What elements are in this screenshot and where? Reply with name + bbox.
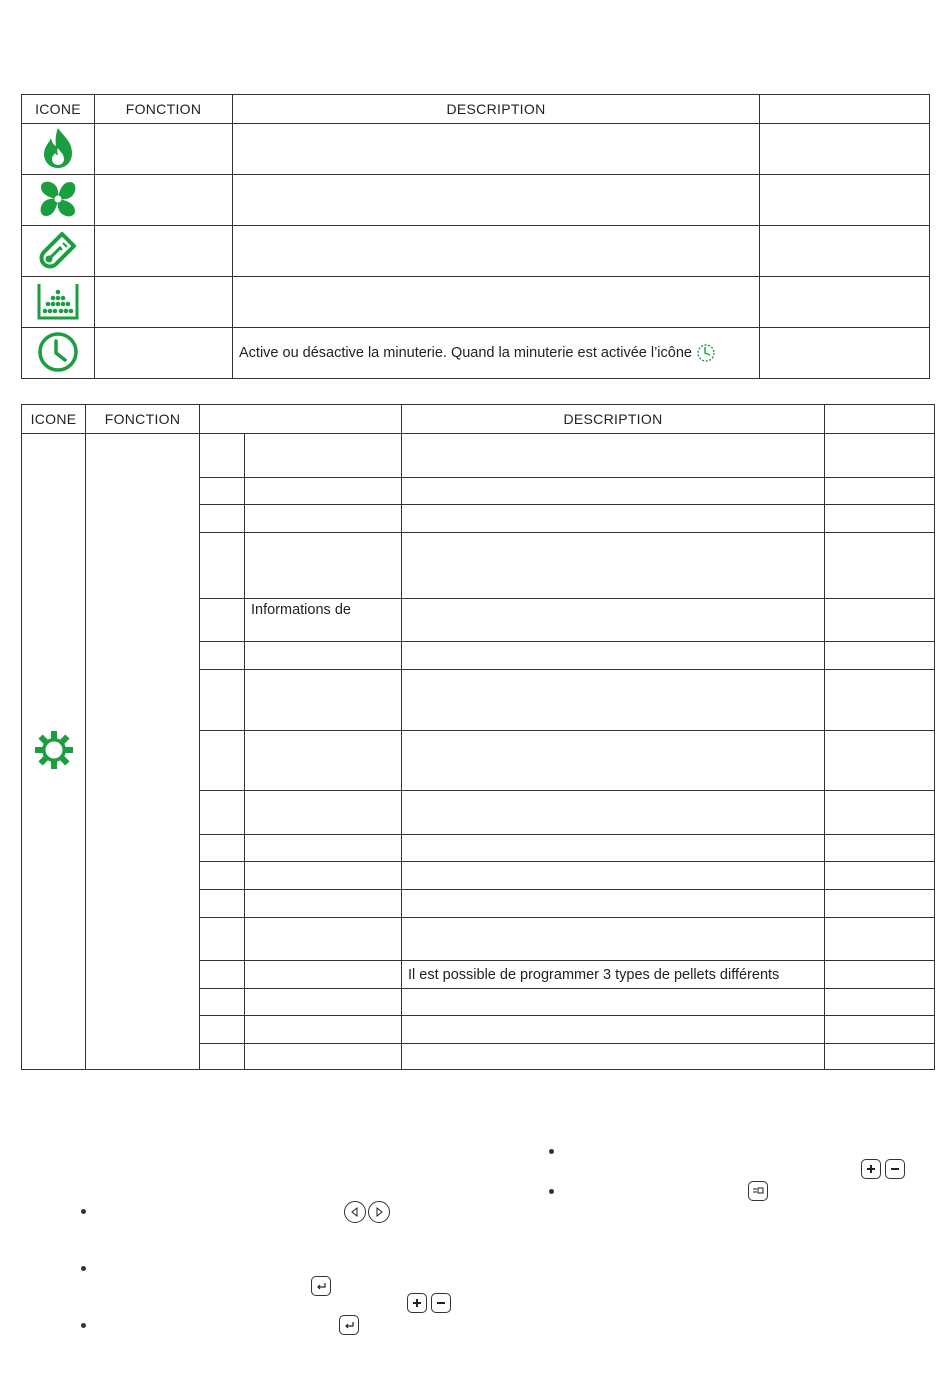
timer-description: Active ou désactive la minuterie. Quand la minuterie est activée l’icône xyxy=(239,344,692,361)
arrow-left-icon xyxy=(350,1207,360,1217)
row-description xyxy=(402,478,825,505)
extra-cell xyxy=(825,791,935,835)
row-label xyxy=(245,478,402,505)
fonction-cell xyxy=(95,277,233,328)
table-row xyxy=(22,226,930,277)
table-row xyxy=(22,328,930,379)
flame-icon xyxy=(41,127,75,169)
arrow-right-icon xyxy=(374,1207,384,1217)
table2-header-row xyxy=(22,405,935,434)
icon-cell xyxy=(22,434,86,1070)
row-number xyxy=(200,791,245,835)
row-description xyxy=(402,731,825,791)
row-number xyxy=(200,1044,245,1070)
bullet xyxy=(81,1209,86,1214)
header-fonction: FONCTION xyxy=(95,95,233,124)
description-cell xyxy=(233,277,760,328)
plus-button[interactable] xyxy=(407,1293,427,1313)
minus-icon xyxy=(890,1164,900,1174)
minus-icon xyxy=(436,1298,446,1308)
extra-cell xyxy=(825,533,935,599)
extra-cell xyxy=(825,599,935,642)
row-label xyxy=(245,434,402,478)
row-description xyxy=(402,1044,825,1070)
minus-button[interactable] xyxy=(431,1293,451,1313)
row-label xyxy=(245,642,402,670)
arrow-right-button[interactable] xyxy=(368,1201,390,1223)
extra-cell xyxy=(825,989,935,1016)
icon-cell xyxy=(22,124,95,175)
row-number xyxy=(200,434,245,478)
enter-button[interactable] xyxy=(339,1315,359,1335)
row-number xyxy=(200,478,245,505)
clock-icon xyxy=(37,331,79,373)
row-description xyxy=(402,835,825,862)
row-description xyxy=(402,890,825,918)
fonction-cell xyxy=(95,175,233,226)
description-cell xyxy=(233,124,760,175)
icon-table-1 xyxy=(21,94,930,379)
bullet xyxy=(549,1149,554,1154)
row-number xyxy=(200,1016,245,1044)
table-row xyxy=(22,124,930,175)
extra-cell xyxy=(760,277,930,328)
row-number xyxy=(200,862,245,890)
icon-cell xyxy=(22,328,95,379)
row-label xyxy=(245,731,402,791)
row-label xyxy=(245,533,402,599)
extra-cell xyxy=(825,478,935,505)
row-description xyxy=(402,642,825,670)
table1-header-row xyxy=(22,95,930,124)
extra-cell xyxy=(825,1016,935,1044)
header-extra xyxy=(825,405,935,434)
header-description: DESCRIPTION xyxy=(233,95,760,124)
row-description xyxy=(402,1016,825,1044)
description-cell xyxy=(233,175,760,226)
row-label xyxy=(245,505,402,533)
description-cell xyxy=(233,328,760,379)
bullet xyxy=(81,1266,86,1271)
row-description xyxy=(402,862,825,890)
icon-table-2 xyxy=(21,404,935,1070)
row-label xyxy=(245,835,402,862)
pellet-tank-icon xyxy=(35,280,81,322)
fan-icon xyxy=(37,178,79,220)
extra-cell xyxy=(825,862,935,890)
row-description xyxy=(402,434,825,478)
extra-cell xyxy=(825,1044,935,1070)
bullet xyxy=(81,1323,86,1328)
extra-cell xyxy=(825,918,935,961)
row-description xyxy=(402,989,825,1016)
row-description xyxy=(402,918,825,961)
enter-icon xyxy=(344,1321,354,1329)
row-number xyxy=(200,918,245,961)
row-number xyxy=(200,505,245,533)
extra-cell xyxy=(825,505,935,533)
header-sub xyxy=(200,405,402,434)
bullet xyxy=(549,1189,554,1194)
description-cell xyxy=(233,226,760,277)
extra-cell xyxy=(760,328,930,379)
enter-button[interactable] xyxy=(311,1276,331,1296)
extra-cell xyxy=(825,835,935,862)
header-fonction: FONCTION xyxy=(86,405,200,434)
menu-icon xyxy=(752,1187,764,1195)
row-label xyxy=(245,989,402,1016)
icon-cell xyxy=(22,226,95,277)
gear-icon xyxy=(34,730,74,770)
timer-dotted-icon xyxy=(696,343,716,363)
row-label xyxy=(245,791,402,835)
row-label xyxy=(245,890,402,918)
row-label xyxy=(245,862,402,890)
row-label: Informations de xyxy=(245,599,402,642)
minus-button[interactable] xyxy=(885,1159,905,1179)
row-label xyxy=(245,961,402,989)
arrow-left-button[interactable] xyxy=(344,1201,366,1223)
extra-cell xyxy=(825,961,935,989)
row-number xyxy=(200,670,245,731)
extra-cell xyxy=(825,890,935,918)
row-description xyxy=(402,670,825,731)
row-description: Il est possible de programmer 3 types de pellets différents xyxy=(402,961,825,989)
fonction-cell xyxy=(95,124,233,175)
header-icone: ICONE xyxy=(22,95,95,124)
row-number xyxy=(200,599,245,642)
extra-cell xyxy=(825,670,935,731)
row-description xyxy=(402,505,825,533)
row-number xyxy=(200,731,245,791)
fonction-cell xyxy=(95,328,233,379)
header-description: DESCRIPTION xyxy=(402,405,825,434)
fonction-cell xyxy=(95,226,233,277)
extra-cell xyxy=(760,124,930,175)
extra-cell xyxy=(825,642,935,670)
row-description xyxy=(402,533,825,599)
plus-button[interactable] xyxy=(861,1159,881,1179)
extra-cell xyxy=(760,175,930,226)
row-number xyxy=(200,890,245,918)
extra-cell xyxy=(825,731,935,791)
plus-icon xyxy=(412,1298,422,1308)
extra-cell xyxy=(760,226,930,277)
icon-cell xyxy=(22,175,95,226)
menu-button[interactable] xyxy=(748,1181,768,1201)
thermometer-icon xyxy=(37,229,79,271)
table-row xyxy=(22,434,935,478)
fonction-cell xyxy=(86,434,200,1070)
row-number xyxy=(200,835,245,862)
enter-icon xyxy=(316,1282,326,1290)
row-number xyxy=(200,642,245,670)
extra-cell xyxy=(825,434,935,478)
header-icone: ICONE xyxy=(22,405,86,434)
table-row xyxy=(22,175,930,226)
row-label xyxy=(245,1016,402,1044)
row-label xyxy=(245,670,402,731)
header-extra xyxy=(760,95,930,124)
row-number xyxy=(200,989,245,1016)
row-label xyxy=(245,918,402,961)
table-row xyxy=(22,277,930,328)
icon-cell xyxy=(22,277,95,328)
row-label xyxy=(245,1044,402,1070)
row-number xyxy=(200,533,245,599)
row-number xyxy=(200,961,245,989)
row-description xyxy=(402,791,825,835)
plus-icon xyxy=(866,1164,876,1174)
row-description xyxy=(402,599,825,642)
